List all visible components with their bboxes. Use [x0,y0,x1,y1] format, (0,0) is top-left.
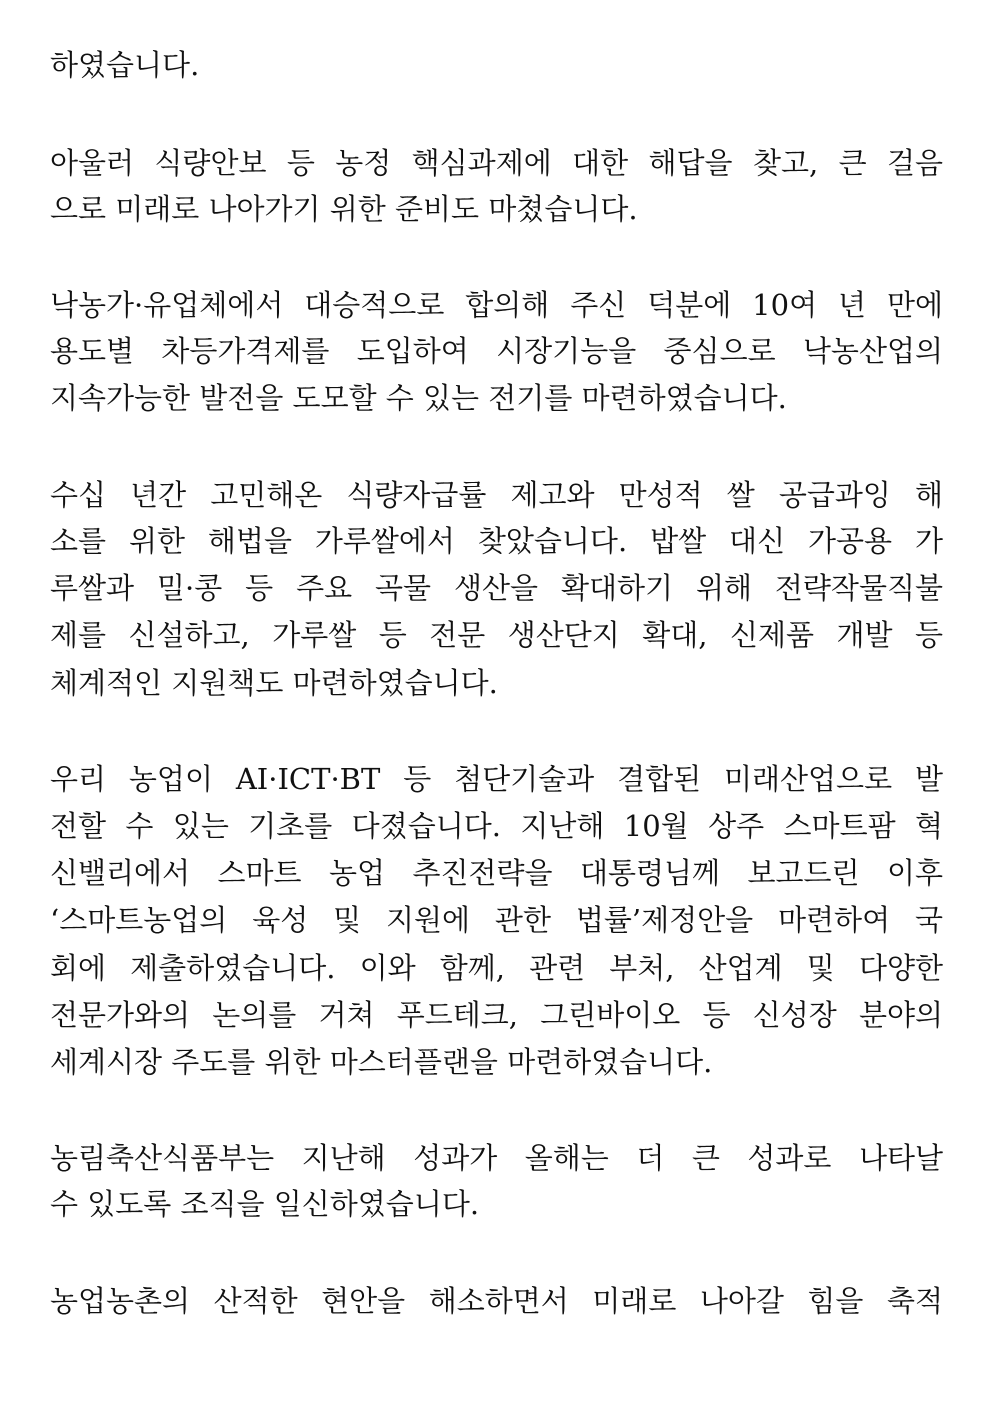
text-line: 우리 농업이 AI·ICT·BT 등 첨단기술과 결합된 미래산업으로 발 [50,762,943,796]
text-line: 신밸리에서 스마트 농업 추진전략을 대통령님께 보고드린 이후 [50,856,943,890]
text-line: 수 있도록 조직을 일신하였습니다. [50,1187,480,1221]
text-line: 하였습니다. [50,48,200,82]
text-line: 낙농가·유업체에서 대승적으로 합의해 주신 덕분에 10여 년 만에 [50,288,943,322]
text-line: 제를 신설하고, 가루쌀 등 전문 생산단지 확대, 신제품 개발 등 [50,618,943,652]
text-line: 수십 년간 고민해온 식량자급률 제고와 만성적 쌀 공급과잉 해 [50,478,943,512]
text-line: ‘스마트농업의 육성 및 지원에 관한 법률’제정안을 마련하여 국 [50,903,943,937]
text-line: 전할 수 있는 기초를 다졌습니다. 지난해 10월 상주 스마트팜 혁 [50,809,943,843]
text-line: 용도별 차등가격제를 도입하여 시장기능을 중심으로 낙농산업의 [50,334,943,368]
text-line: 전문가와의 논의를 거쳐 푸드테크, 그린바이오 등 신성장 분야의 [50,998,943,1032]
text-line: 회에 제출하였습니다. 이와 함께, 관련 부처, 산업계 및 다양한 [50,951,943,985]
text-line: 체계적인 지원책도 마련하였습니다. [50,666,498,700]
text-line: 농업농촌의 산적한 현안을 해소하면서 미래로 나아갈 힘을 축적 [50,1284,943,1318]
text-line: 으로 미래로 나아가기 위한 준비도 마쳤습니다. [50,192,638,226]
text-line: 루쌀과 밀·콩 등 주요 곡물 생산을 확대하기 위해 전략작물직불 [50,571,943,605]
text-line: 지속가능한 발전을 도모할 수 있는 전기를 마련하였습니다. [50,381,787,415]
text-line: 소를 위한 해법을 가루쌀에서 찾았습니다. 밥쌀 대신 가공용 가 [50,524,943,558]
text-line: 아울러 식량안보 등 농정 핵심과제에 대한 해답을 찾고, 큰 걸음 [50,146,943,180]
text-line: 농림축산식품부는 지난해 성과가 올해는 더 큰 성과로 나타날 [50,1141,943,1175]
text-line: 세계시장 주도를 위한 마스터플랜을 마련하였습니다. [50,1045,713,1079]
